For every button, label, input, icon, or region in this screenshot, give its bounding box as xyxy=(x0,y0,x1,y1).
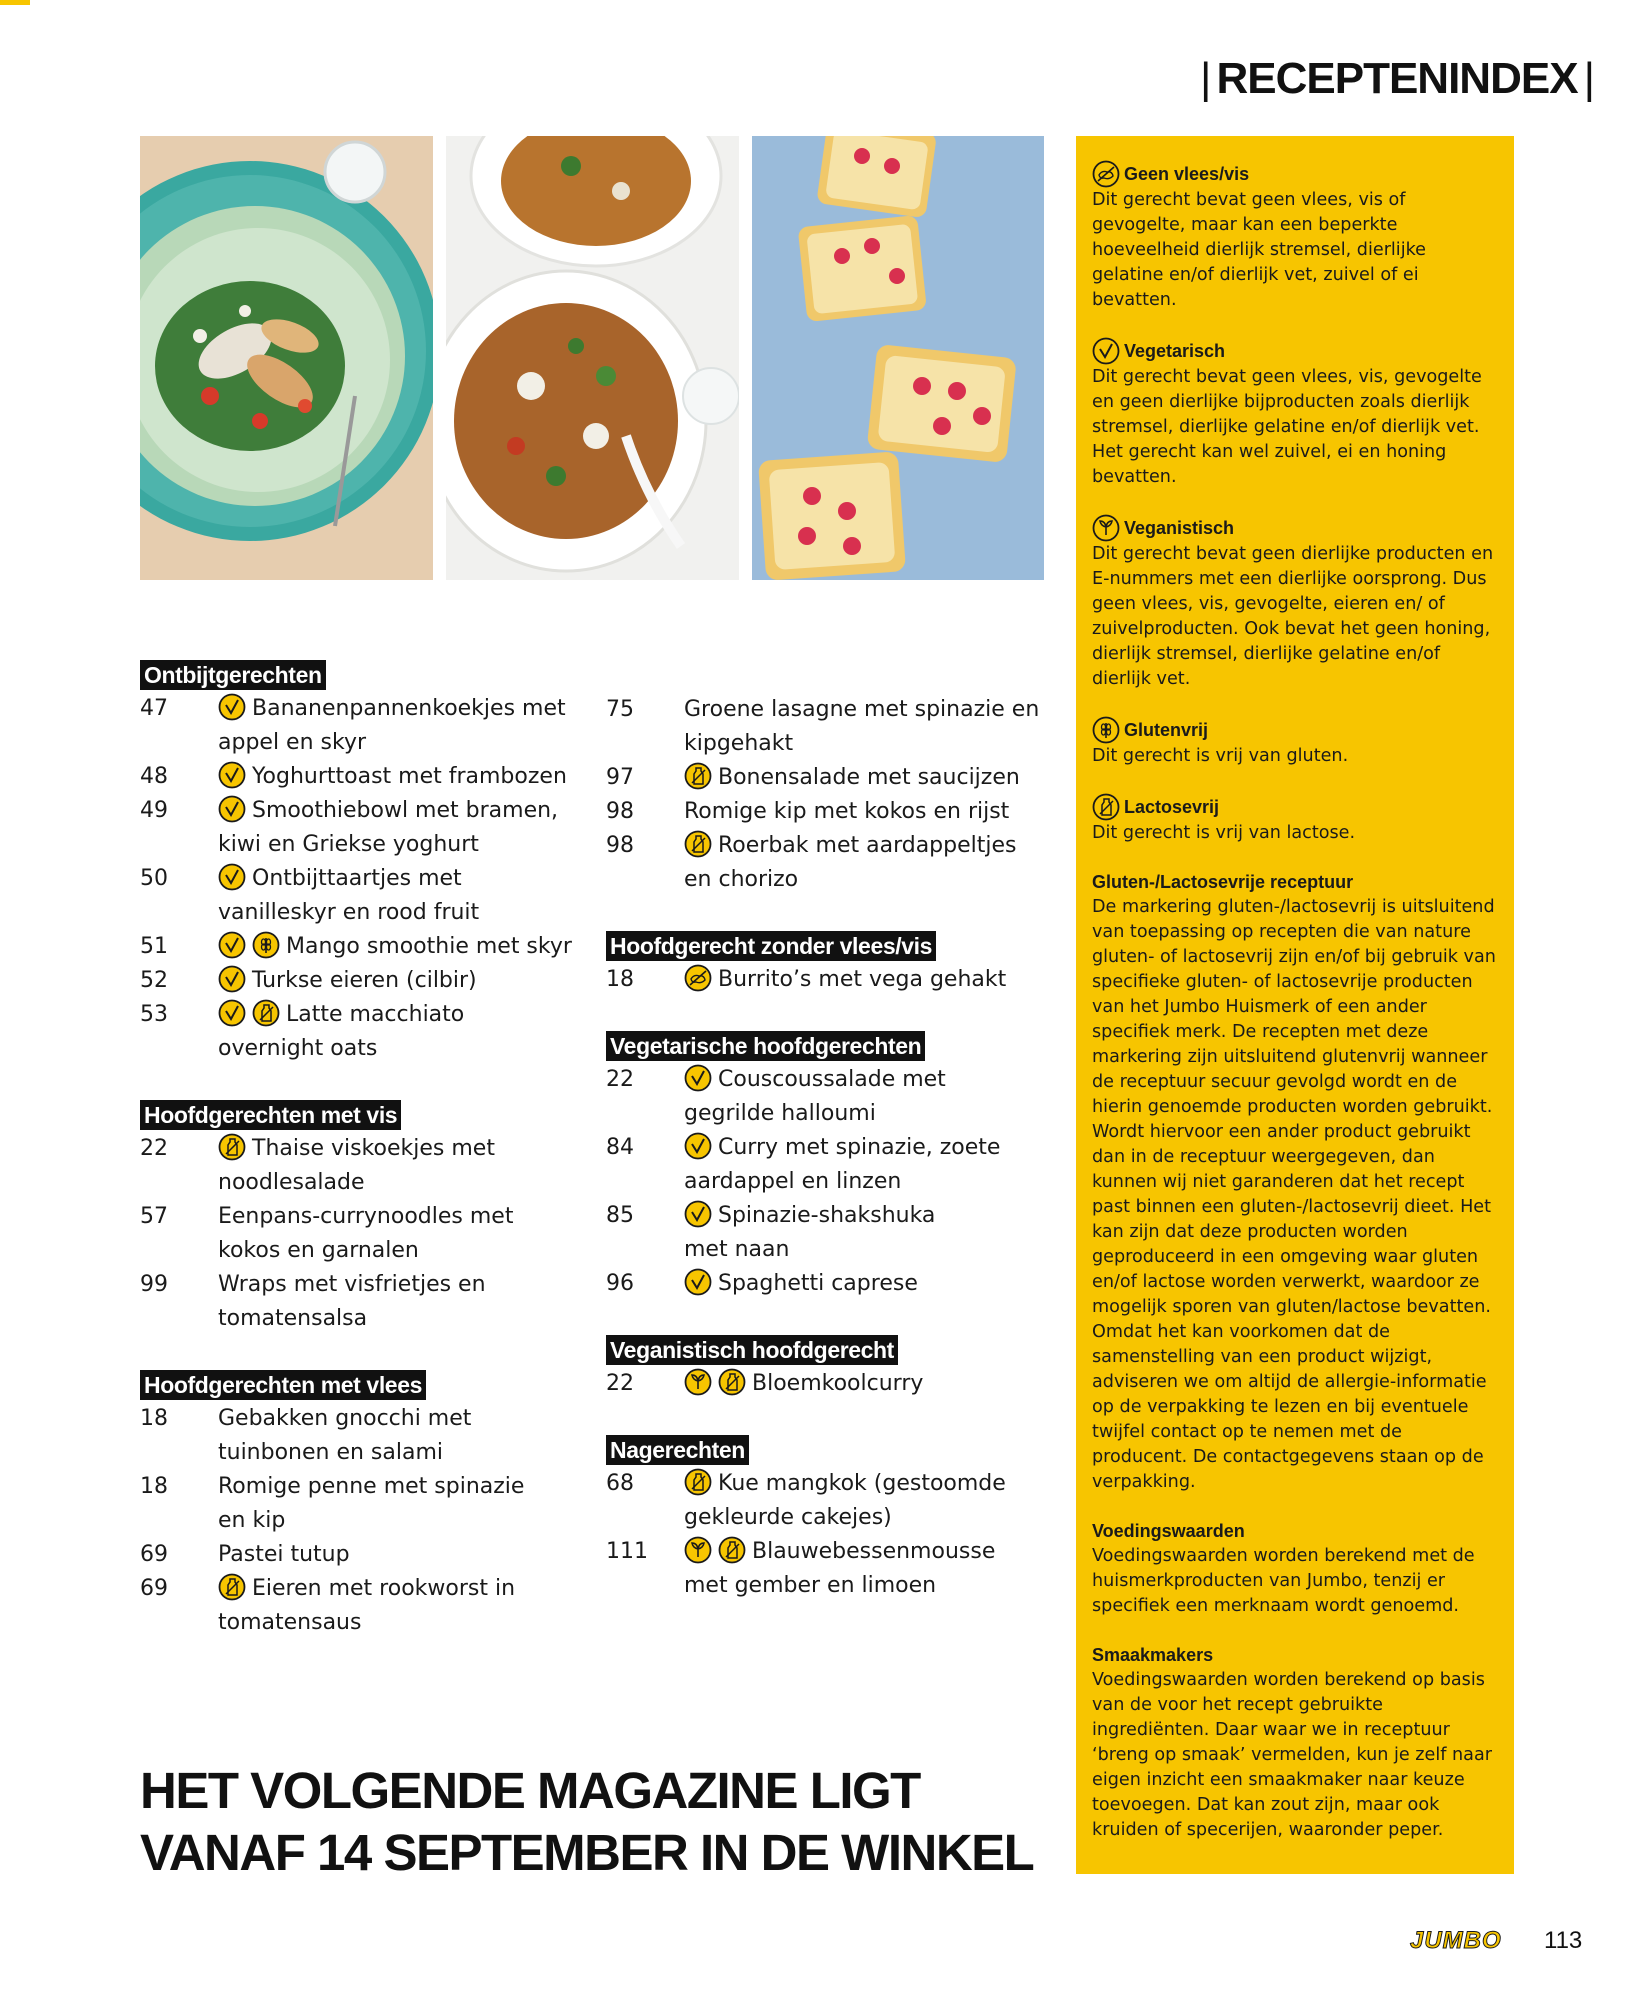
recipe-page-number: 53 xyxy=(140,1002,168,1027)
lactose-free-bottle-icon xyxy=(218,1573,246,1601)
recipe-title-line-2: en chorizo xyxy=(684,867,799,892)
recipe-entry xyxy=(606,829,1056,897)
recipe-title xyxy=(218,692,590,760)
recipe-title-line-2: met gember en limoen xyxy=(684,1573,937,1598)
recipe-title-line-2: appel en skyr xyxy=(218,730,367,755)
recipe-page-number: 85 xyxy=(606,1203,634,1228)
recipe-page-number: 111 xyxy=(606,1539,648,1564)
recipe-title xyxy=(684,761,1056,795)
section-title-vis: Hoofdgerechten met vis xyxy=(140,1100,401,1130)
section-title-vlees: Hoofdgerechten met vlees xyxy=(140,1370,426,1400)
legend-voeding-title: Voedingswaarden xyxy=(1092,1521,1245,1541)
recipe-entry xyxy=(606,1367,1056,1401)
recipe-entry xyxy=(140,1402,590,1470)
legend-lactosefree-title: Lactosevrij xyxy=(1124,796,1220,817)
recipe-page-number: 99 xyxy=(140,1272,168,1297)
recipe-page-number: 69 xyxy=(140,1576,168,1601)
vegetarian-check-icon xyxy=(218,795,246,823)
recipe-page-number: 51 xyxy=(140,934,168,959)
vegetarian-check-icon xyxy=(218,693,246,721)
recipe-page-number: 49 xyxy=(140,798,168,823)
lactose-free-bottle-icon xyxy=(718,1536,746,1564)
legend-box xyxy=(1076,136,1514,1874)
recipe-entry xyxy=(140,1200,590,1268)
recipe-page-number: 52 xyxy=(140,968,168,993)
section-zondervlees xyxy=(606,931,1056,997)
legend-glutenfree xyxy=(1092,716,1498,769)
recipe-title-line-1: Curry met spinazie, zoete xyxy=(718,1135,1001,1160)
recipe-page-number: 68 xyxy=(606,1471,634,1496)
recipe-title xyxy=(218,1268,590,1336)
recipe-title-line-1: Eieren met rookworst in xyxy=(252,1576,516,1601)
section-vlees xyxy=(140,1370,590,1640)
gluten-free-wheat-icon xyxy=(1092,716,1120,744)
legend-receptuur-text: De markering gluten-/lactosevrij is uitsluitend van toepassing op recepten die van nature gluten- of lactosevrij zijn en/of bij gebruik van specifieke gluten- of lactosevrije producten van het Jumbo Huismerk of een ander specifiek merk. De recepten met deze markering zijn uitsluitend glutenvrij wanneer de receptuur secuur gevolgd wordt en de hierin genoemde producten worden gebruikt. Wordt hiervoor een ander product gebruikt dan in de receptuur weergegeven, dan kunnen wij niet garanderen dat het recept past binnen een gluten-/lactosevrij dieet. Het kan zijn dat deze producten worden geproduceerd in een omgeving waar gluten en/of lactose worden verwerkt, waardoor ze mogelijk sporen van gluten/lactose bevatten. Omdat het kan voorkomen dat de samenstelling van een product wijzigt, adviseren we om altijd de allergie-informatie op de verpakking te lezen en bij eventuele twijfel contact op te nemen met de producent. De contactgegevens staan op de verpakking. xyxy=(1092,897,1496,1492)
promo-line-1: HET VOLGENDE MAGAZINE LIGT xyxy=(140,1762,920,1819)
recipe-entry xyxy=(140,1132,590,1200)
recipe-title-line-1: Latte macchiato xyxy=(286,1002,465,1027)
lactose-free-bottle-icon xyxy=(718,1368,746,1396)
recipe-page-number: 75 xyxy=(606,697,634,722)
legend-voeding-text: Voedingswaarden worden berekend met de huismerkproducten van Jumbo, tenzij er specifiek een merknaam wordt genoemd. xyxy=(1092,1546,1475,1616)
section-veganistisch xyxy=(606,1335,1056,1401)
recipe-page-number: 47 xyxy=(140,696,168,721)
recipe-entry xyxy=(140,964,590,998)
vegetarian-check-icon xyxy=(1092,337,1120,365)
legend-nomeat-title: Geen vlees/vis xyxy=(1124,163,1250,184)
vegetarian-check-icon xyxy=(684,1200,712,1228)
vegetarian-check-icon xyxy=(218,863,246,891)
legend-vegan xyxy=(1092,514,1498,692)
index-right-column xyxy=(606,693,1056,1637)
recipe-page-number: 98 xyxy=(606,799,634,824)
legend-vegan-text: Dit gerecht bevat geen dierlijke producten en E-nummers met een dierlijke oorsprong. Dus geen vlees, vis, gevogelte, eieren en/ of zuivelproducten. Ook bevat het geen honing, dierlijk stremsel, dierlijke gelatine en/of dierlijk vet. xyxy=(1092,544,1494,689)
recipe-entry xyxy=(140,1470,590,1538)
recipe-title xyxy=(218,1470,590,1538)
recipe-page-number: 22 xyxy=(606,1067,634,1092)
recipe-entry xyxy=(140,930,590,964)
recipe-title-line-1: Eenpans-currynoodles met xyxy=(218,1204,514,1229)
recipe-title-line-1: Bananenpannenkoekjes met xyxy=(252,696,566,721)
recipe-list-veganistisch xyxy=(606,1367,1056,1401)
recipe-title-line-1: Couscoussalade met xyxy=(718,1067,946,1092)
recipe-title xyxy=(218,964,590,998)
recipe-entry xyxy=(606,693,1056,761)
recipe-page-number: 48 xyxy=(140,764,168,789)
recipe-title-line-2: met naan xyxy=(684,1237,790,1262)
lactose-free-bottle-icon xyxy=(252,999,280,1027)
lactose-free-bottle-icon xyxy=(684,762,712,790)
vegetarian-check-icon xyxy=(684,1268,712,1296)
section-title-veganistisch: Veganistisch hoofdgerecht xyxy=(606,1335,898,1365)
lactose-free-bottle-icon xyxy=(684,830,712,858)
recipe-title-line-2: gekleurde cakejes) xyxy=(684,1505,892,1530)
recipe-title-line-1: Turkse eieren (cilbir) xyxy=(252,968,477,993)
next-issue-announcement xyxy=(140,1760,1033,1884)
recipe-title xyxy=(218,1402,590,1470)
no-meat-icon xyxy=(684,964,712,992)
recipe-list-vlees xyxy=(140,1402,590,1640)
recipe-title xyxy=(684,829,1056,897)
recipe-title-line-2: gegrilde halloumi xyxy=(684,1101,876,1126)
recipe-page-number: 96 xyxy=(606,1271,634,1296)
recipe-title xyxy=(218,862,590,930)
recipe-title-line-1: Romige penne met spinazie xyxy=(218,1474,525,1499)
recipe-entry xyxy=(140,1538,590,1572)
section-vis xyxy=(140,1100,590,1336)
title-bar-right: | xyxy=(1583,54,1594,103)
page-title-text: RECEPTENINDEX xyxy=(1216,54,1578,103)
recipe-title xyxy=(684,1199,1056,1267)
recipe-title xyxy=(218,930,590,964)
legend-smaak-title: Smaakmakers xyxy=(1092,1645,1214,1665)
recipe-entry xyxy=(606,1131,1056,1199)
recipe-title-line-2: en kip xyxy=(218,1508,286,1533)
recipe-list-vegetarisch xyxy=(606,1063,1056,1301)
recipe-entry xyxy=(606,761,1056,795)
legend-glutenfree-text: Dit gerecht is vrij van gluten. xyxy=(1092,746,1349,766)
recipe-title-line-1: Burrito’s met vega gehakt xyxy=(718,967,1007,992)
legend-nomeat-text: Dit gerecht bevat geen vlees, vis of gevogelte, maar kan een beperkte hoeveelheid dierlijk stremsel, dierlijke gelatine en/of dierlijk vet, zuivel of ei bevatten. xyxy=(1092,190,1426,310)
recipe-title xyxy=(684,795,1056,829)
recipe-title-line-1: Smoothiebowl met bramen, xyxy=(252,798,559,823)
recipe-title xyxy=(684,1467,1056,1535)
gluten-free-wheat-icon xyxy=(252,931,280,959)
recipe-title-line-1: Yoghurttoast met frambozen xyxy=(252,764,567,789)
recipe-title-line-2: noodlesalade xyxy=(218,1170,365,1195)
section-overig xyxy=(606,693,1056,897)
jumbo-logo: JUMBO xyxy=(1410,1927,1502,1954)
recipe-page-number: 98 xyxy=(606,833,634,858)
legend-receptuur xyxy=(1092,870,1498,1495)
recipe-list-ontbijt xyxy=(140,692,590,1066)
recipe-title-line-2: kokos en garnalen xyxy=(218,1238,419,1263)
recipe-title-line-1: Bloemkoolcurry xyxy=(752,1371,924,1396)
recipe-entry xyxy=(606,1199,1056,1267)
vegan-sprout-icon xyxy=(1092,514,1120,542)
recipe-title-line-1: Thaise viskoekjes met xyxy=(252,1136,495,1161)
promo-line-2: VANAF 14 SEPTEMBER IN DE WINKEL xyxy=(140,1824,1034,1881)
recipe-list-overig xyxy=(606,693,1056,897)
section-title-ontbijt: Ontbijtgerechten xyxy=(140,660,326,690)
vegetarian-check-icon xyxy=(218,965,246,993)
legend-voeding xyxy=(1092,1519,1498,1619)
title-bar-left: | xyxy=(1200,54,1211,103)
lactose-free-bottle-icon xyxy=(1092,793,1120,821)
vegetarian-check-icon xyxy=(684,1064,712,1092)
legend-glutenfree-title: Glutenvrij xyxy=(1124,719,1209,740)
vegetarian-check-icon xyxy=(684,1132,712,1160)
recipe-entry xyxy=(606,1535,1056,1603)
vegetarian-check-icon xyxy=(218,999,246,1027)
recipe-list-vis xyxy=(140,1132,590,1336)
index-left-column xyxy=(140,660,590,1674)
recipe-title-line-2: overnight oats xyxy=(218,1036,378,1061)
recipe-title xyxy=(218,1132,590,1200)
vegan-sprout-icon xyxy=(684,1368,712,1396)
vegetarian-check-icon xyxy=(218,761,246,789)
recipe-list-nagerechten xyxy=(606,1467,1056,1603)
legend-vegan-title: Veganistisch xyxy=(1124,517,1235,538)
recipe-entry xyxy=(140,998,590,1066)
recipe-title-line-1: Ontbijttaartjes met xyxy=(252,866,462,891)
recipe-title xyxy=(218,1572,590,1640)
recipe-entry xyxy=(140,862,590,930)
recipe-title xyxy=(218,1538,590,1572)
recipe-title-line-2: kipgehakt xyxy=(684,731,794,756)
recipe-title-line-1: Spaghetti caprese xyxy=(718,1271,918,1296)
legend-vegetarian-text: Dit gerecht bevat geen vlees, vis, gevogelte en geen dierlijke bijproducten zoals dierlijk stremsel, dierlijke gelatine en/of dierlijk vet. Het gerecht kan wel zuivel, ei en honing bevatten. xyxy=(1092,367,1482,487)
salad-plate-photo xyxy=(140,136,433,580)
legend-lactosefree-text: Dit gerecht is vrij van lactose. xyxy=(1092,823,1356,843)
recipe-title-line-2: tomatensalsa xyxy=(218,1306,368,1331)
legend-receptuur-title: Gluten-/Lactosevrije receptuur xyxy=(1092,872,1354,892)
legend-smaak xyxy=(1092,1643,1498,1843)
recipe-title xyxy=(218,998,590,1066)
recipe-title xyxy=(218,794,590,862)
recipe-page-number: 97 xyxy=(606,765,634,790)
section-vegetarisch xyxy=(606,1031,1056,1301)
recipe-title xyxy=(684,693,1056,761)
recipe-entry xyxy=(606,963,1056,997)
recipe-page-number: 69 xyxy=(140,1542,168,1567)
section-title-nagerechten: Nagerechten xyxy=(606,1435,749,1465)
recipe-title-line-1: Bonensalade met saucijzen xyxy=(718,765,1020,790)
section-title-zondervlees: Hoofdgerecht zonder vlees/vis xyxy=(606,931,936,961)
recipe-title-line-1: Mango smoothie met skyr xyxy=(286,934,572,959)
section-ontbijt xyxy=(140,660,590,1066)
noodle-bowl-photo xyxy=(446,136,739,580)
recipe-title xyxy=(684,1367,1056,1401)
no-meat-icon xyxy=(1092,160,1120,188)
recipe-title-line-1: Groene lasagne met spinazie en xyxy=(684,697,1040,722)
recipe-title xyxy=(684,1535,1056,1603)
recipe-page-number: 22 xyxy=(606,1371,634,1396)
recipe-title-line-2: tuinbonen en salami xyxy=(218,1440,444,1465)
recipe-page-number: 18 xyxy=(606,967,634,992)
section-title-vegetarisch: Vegetarische hoofdgerechten xyxy=(606,1031,925,1061)
recipe-page-number: 18 xyxy=(140,1474,168,1499)
recipe-title xyxy=(684,1131,1056,1199)
corner-accent xyxy=(0,0,30,5)
recipe-page-number: 84 xyxy=(606,1135,634,1160)
page-title xyxy=(1194,54,1600,104)
recipe-entry xyxy=(606,1267,1056,1301)
recipe-entry xyxy=(606,1467,1056,1535)
page-number: 113 xyxy=(1544,1927,1583,1954)
vegetarian-check-icon xyxy=(218,931,246,959)
recipe-title xyxy=(218,1200,590,1268)
recipe-title xyxy=(684,1063,1056,1131)
recipe-title-line-1: Roerbak met aardappeltjes xyxy=(718,833,1017,858)
recipe-entry xyxy=(606,795,1056,829)
recipe-title-line-2: aardappel en linzen xyxy=(684,1169,902,1194)
lactose-free-bottle-icon xyxy=(218,1133,246,1161)
recipe-title xyxy=(684,1267,1056,1301)
recipe-title xyxy=(218,760,590,794)
legend-nomeat xyxy=(1092,160,1498,313)
recipe-title-line-2: kiwi en Griekse yoghurt xyxy=(218,832,479,857)
legend-vegetarian-title: Vegetarisch xyxy=(1124,340,1226,361)
recipe-page-number: 57 xyxy=(140,1204,168,1229)
recipe-entry xyxy=(140,692,590,760)
recipe-title-line-2: vanilleskyr en rood fruit xyxy=(218,900,480,925)
legend-smaak-text: Voedingswaarden worden berekend op basis van de voor het recept gebruikte ingrediënten. Daar waar we in receptuur ‘breng op smaak’ vermelden, kun je zelf naar eigen inzicht een smaakmaker naar keuze toevoegen. Dat kan zout zijn, maar ook kruiden of specerijen, waaronder peper. xyxy=(1092,1670,1492,1840)
recipe-title-line-2: tomatensaus xyxy=(218,1610,362,1635)
recipe-title-line-1: Pastei tutup xyxy=(218,1542,350,1567)
recipe-page-number: 50 xyxy=(140,866,168,891)
recipe-title-line-1: Romige kip met kokos en rijst xyxy=(684,799,1010,824)
recipe-title xyxy=(684,963,1056,997)
recipe-entry xyxy=(606,1063,1056,1131)
recipe-entry xyxy=(140,1572,590,1640)
lactose-free-bottle-icon xyxy=(684,1468,712,1496)
section-nagerechten xyxy=(606,1435,1056,1603)
legend-lactosefree xyxy=(1092,793,1498,846)
recipe-title-line-1: Blauwebessenmousse xyxy=(752,1539,996,1564)
legend-vegetarian xyxy=(1092,337,1498,490)
recipe-page-number: 22 xyxy=(140,1136,168,1161)
recipe-list-zondervlees xyxy=(606,963,1056,997)
recipe-entry xyxy=(140,794,590,862)
recipe-title-line-1: Gebakken gnocchi met xyxy=(218,1406,472,1431)
recipe-title-line-1: Wraps met visfrietjes en xyxy=(218,1272,486,1297)
vegan-sprout-icon xyxy=(684,1536,712,1564)
recipe-entry xyxy=(140,760,590,794)
raspberry-toast-photo xyxy=(752,136,1044,580)
recipe-page-number: 18 xyxy=(140,1406,168,1431)
recipe-title-line-1: Spinazie-shakshuka xyxy=(718,1203,936,1228)
recipe-title-line-1: Kue mangkok (gestoomde xyxy=(718,1471,1006,1496)
recipe-entry xyxy=(140,1268,590,1336)
